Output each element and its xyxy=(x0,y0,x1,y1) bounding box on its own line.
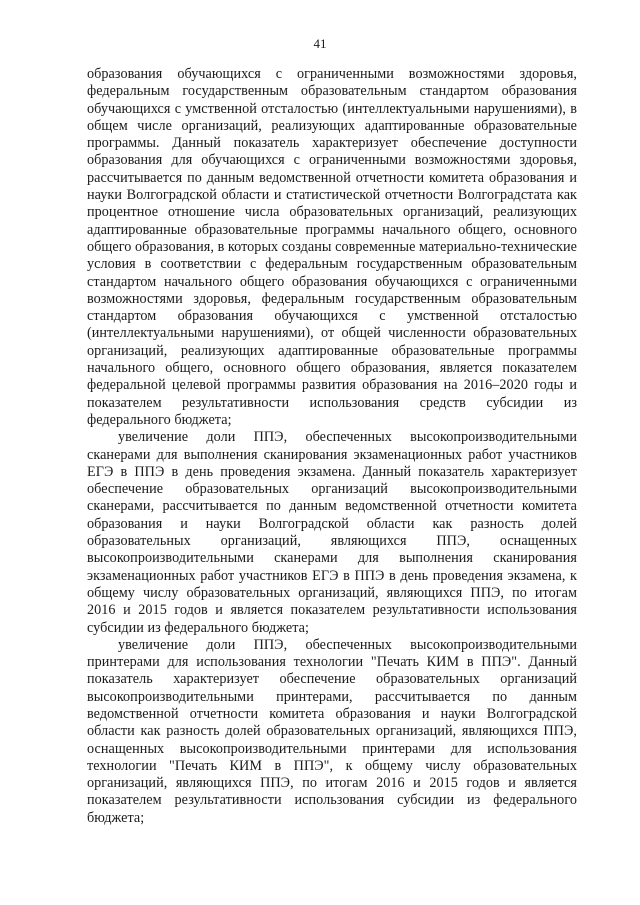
paragraph-education-accessibility: образования обучающихся с ограниченными возможностями здоровья, федеральным государственным образовательным стандартом образования обучающихся с умственной отсталостью (интеллектуальными нарушениями), в общем числе организаций, реализующих адаптированные образовательные программы. Данный показатель характеризует обеспечение доступности образования для обучающихся с ограниченными возможностями здоровья, рассчитывается по данным ведомственной отчетности комитета образования и науки Волгоградской области и статистической отчетности Волгоградстата как процентное отношение числа образовательных организаций, реализующих адаптированные образовательные программы начального общего, основного общего образования, в которых созданы современные материально-технические условия в соответствии с федеральным государственным образовательным стандартом начального общего образования обучающихся с ограниченными возможностями здоровья, федеральным государственным образовательным стандартом образования обучающихся с умственной отсталостью (интеллектуальными нарушениями), от общей численности образовательных организаций, реализующих адаптированные образовательные программы начального общего, основного общего образования, является показателем федеральной целевой программы развития образования на 2016–2020 годы и показателем результативности использования средств субсидии из федерального бюджета; xyxy=(87,66,577,428)
paragraph-ppe-scanners: увеличение доли ППЭ, обеспеченных высокопроизводительными сканерами для выполнения сканирования экзаменационных работ участников ЕГЭ в ППЭ в день проведения экзамена. Данный показатель характеризует обеспечение образовательных организаций высокопроизводительными сканерами, рассчитывается по данным ведомственной отчетности комитета образования и науки Волгоградской области как разность долей образовательных организаций, являющихся ППЭ, оснащенных высокопроизводительными сканерами для выполнения сканирования экзаменационных работ участников ЕГЭ в ППЭ в день проведения экзамена, к общему числу образовательных организаций, являющихся ППЭ, по итогам 2016 и 2015 годов и является показателем результативности использования субсидии из федерального бюджета; xyxy=(87,429,577,636)
page-number: 41 xyxy=(313,36,327,51)
document-body xyxy=(87,66,577,827)
paragraph-ppe-printers: увеличение доли ППЭ, обеспеченных высокопроизводительными принтерами для использования технологии "Печать КИМ в ППЭ". Данный показатель характеризует обеспечение образовательных организаций высокопроизводительными принтерами, рассчитывается по данным ведомственной отчетности комитета образования и науки Волгоградской области как разность долей образовательных организаций, являющихся ППЭ, оснащенных высокопроизводительными принтерами для использования технологии "Печать КИМ в ППЭ", к общему числу образовательных организаций, являющихся ППЭ, по итогам 2016 и 2015 годов и является показателем результативности использования субсидии из федерального бюджета; xyxy=(87,636,577,826)
